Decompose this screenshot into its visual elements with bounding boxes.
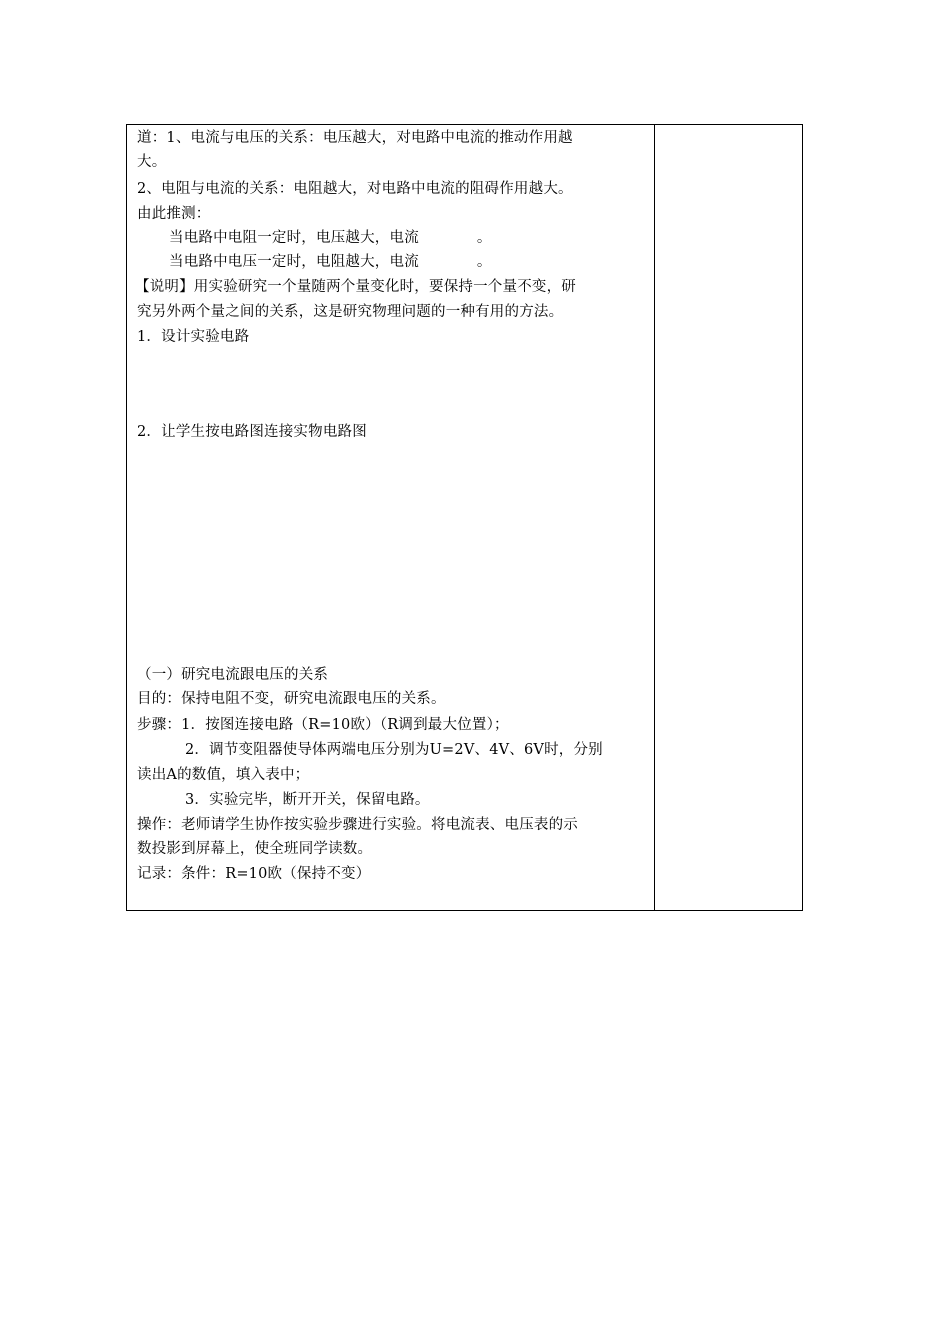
fill-in-line-1 (169, 229, 492, 247)
fill-in-text: 当电路中电压一定时，电阻越大，电流 (169, 254, 419, 270)
text-line: 读出A的数值，填入表中； (137, 767, 310, 783)
text-line: 大。 (137, 154, 167, 170)
lesson-table (126, 124, 803, 911)
text-line: 2．调节变阻器使导体两端电压分别为U=2V、4V、6V时，分别 (185, 742, 603, 758)
text-line: 道：1、电流与电压的关系：电压越大，对电路中电流的推动作用越 (137, 130, 573, 146)
fill-in-period: 。 (476, 254, 492, 270)
text-line: 记录：条件：R=10欧（保持不变） (137, 866, 371, 882)
text-line: 操作：老师请学生协作按实验步骤进行实验。将电流表、电压表的示 (137, 817, 578, 833)
text-line: 究另外两个量之间的关系，这是研究物理问题的一种有用的方法。 (137, 304, 564, 320)
text-line: 由此推测： (137, 206, 211, 222)
text-line: 2．让学生按电路图连接实物电路图 (137, 424, 367, 440)
notes-cell (655, 125, 802, 910)
text-line: 3．实验完毕，断开开关，保留电路。 (185, 792, 430, 808)
fill-in-line-2 (169, 253, 492, 271)
fill-in-period: 。 (476, 230, 492, 246)
text-line: 数投影到屏幕上，使全班同学读数。 (137, 841, 373, 857)
fill-in-text: 当电路中电阻一定时，电压越大，电流 (169, 230, 419, 246)
text-line: 【说明】用实验研究一个量随两个量变化时，要保持一个量不变，研 (135, 279, 576, 295)
text-line: 2、电阻与电流的关系：电阻越大，对电路中电流的阻碍作用越大。 (137, 181, 573, 197)
text-line: 目的：保持电阻不变，研究电流跟电压的关系。 (137, 691, 446, 707)
text-line: 步骤：1．按图连接电路（R=10欧）（R调到最大位置）； (137, 717, 509, 733)
text-line: 1．设计实验电路 (137, 329, 250, 345)
section-heading: （一）研究电流跟电压的关系 (137, 667, 329, 683)
